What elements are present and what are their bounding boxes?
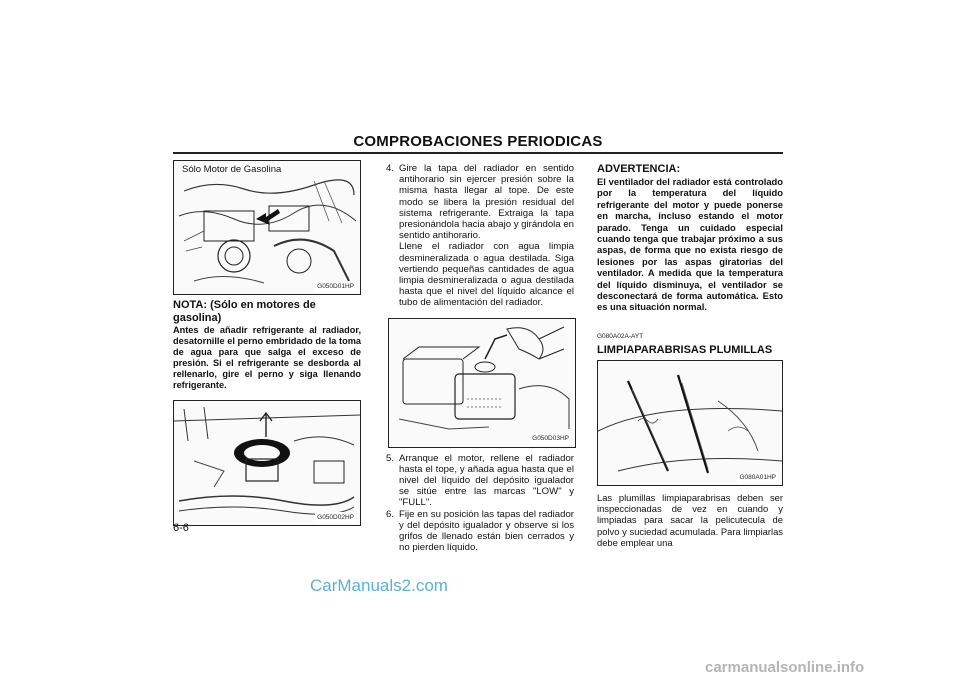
figure-code: G050D01HP — [315, 281, 356, 292]
note-body: Antes de añadir refrigerante al radiador, desatornille el perno embridado de la toma de agua para que salga el exceso de presión. Si el refrigerante se desborda al rellenarlo, gire el perno y siga llenando refrigerante. — [173, 325, 361, 390]
note-heading: NOTA: (Sólo en motores de gasolina) — [173, 299, 316, 324]
wiper-illustration — [598, 361, 782, 485]
title-rule — [173, 152, 783, 154]
reservoir-illustration — [389, 319, 575, 447]
page-number: 6-6 — [173, 522, 189, 534]
engine-figure-2 — [173, 400, 361, 526]
warning-body: El ventilador del radiador está controlado por la temperatura del líquido refrigerante del motor y puede ponerse en marcha, incluso estando el motor parado. Tenga un cuidado especial cuando tenga que trabajar próximo a sus aspas, de forma que no exista riesgo de lesiones por las aspas giratorias del ventilador. A medida que la temperatura del líquido disminuya, el ventilador se desconectará de forma automática. Esto es una situación normal. — [597, 176, 783, 313]
engine-illustration-1 — [174, 161, 360, 294]
middle-column — [386, 163, 574, 553]
figure-code: G050D03HP — [530, 433, 571, 444]
wiper-figure — [597, 360, 783, 486]
body-text: Las plumillas limpiaparabrisas deben ser inspeccionadas de vez en cuando y limpiadas para sacar la pelicutecula de polvo y suciedad acumulada. Para limpiarlas debe emplear una — [597, 492, 783, 548]
engine-illustration-2 — [174, 401, 360, 525]
step-number: 4. — [386, 163, 395, 174]
step-text: Gire la tapa del radiador en sentido antihorario sin ejercer presión sobre la misma hasta llegar al tope. De este modo se libera la presión residual del sistema refrigerante. Extraiga la tapa presionándola hacia abajo y girándola en sentido antihorario. — [399, 163, 574, 242]
step-6 — [386, 509, 574, 554]
step-text: Fije en su posición las tapas del radiador y del depósito igualador y observe si los grifos de llenado están bien cerrados y no pierden líquido. — [399, 508, 574, 554]
section-code: G080A02A-AYT — [597, 332, 644, 340]
right-column — [597, 163, 783, 548]
left-column — [173, 160, 361, 526]
step-number: 6. — [386, 508, 395, 520]
step-number: 5. — [386, 452, 395, 464]
figure-caption: Sólo Motor de Gasolina — [182, 164, 282, 175]
step-text: Arranque el motor, rellene el radiador hasta el tope, y añada agua hasta que el nivel del líquido del depósito igualador se sitúe entre las marcas "LOW" y "FULL". — [399, 452, 574, 509]
watermark-carmanualsonline: carmanualsonline.info — [705, 659, 865, 676]
step-text-continued: Llene el radiador con agua limpia desmineralizada o agua destilada. Siga vertiendo pequeñas cantidades de agua limpia desmineralizada o agua destilada hasta que el nivel del líquido alcance el tubo de alimentación del radiador. — [399, 241, 574, 309]
section-heading: LIMPIAPARABRISAS PLUMILLAS — [597, 344, 773, 357]
reservoir-figure — [388, 318, 576, 448]
warning-heading: ADVERTENCIA: — [597, 163, 681, 175]
step-4 — [386, 163, 574, 309]
page-title: COMPROBACIONES PERIODICAS — [353, 133, 603, 150]
engine-figure-1 — [173, 160, 361, 295]
figure-code: G050D02HP — [315, 512, 356, 523]
step-5 — [386, 453, 574, 509]
figure-code: G080A01HP — [738, 472, 779, 483]
watermark-carmanuals2: CarManuals2.com — [310, 576, 448, 595]
